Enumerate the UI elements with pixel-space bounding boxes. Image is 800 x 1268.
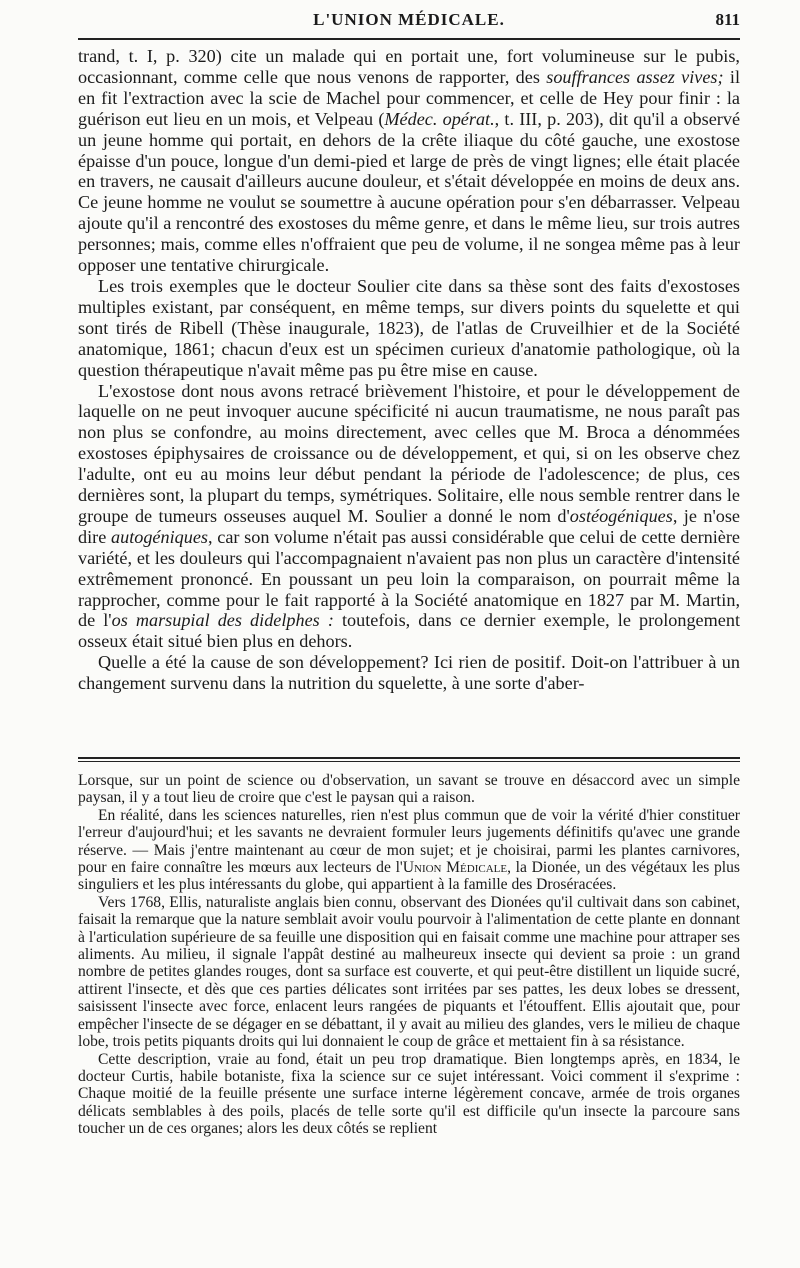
paragraph-3 (78, 381, 740, 653)
paragraph-4: Quelle a été la cause de son développement? Ici rien de positif. Doit-on l'attribuer à un changement survenu dans la nutrition du squelette, à une sorte d'aber- (78, 652, 740, 694)
header-rule (78, 38, 740, 40)
text-run: L'exostose dont nous avons retracé brièvement l'histoire, et pour le développement de laquelle on ne peut invoquer aucune spécificité ni aucun traumatisme, ne nous paraît pas non plus se confondre, au moins directement, avec celles que M. Broca a dénommées exostoses épiphysaires de croissance ou de développement, et qui, si on les observe chez l'adulte, ont eu au moins leur début pendant la période de l'adolescence; de plus, ces dernières sont, la plupart du temps, symétriques. Solitaire, elle nous semble rentrer dans le groupe de tumeurs osseuses auquel M. Soulier a donné le nom d' (78, 380, 740, 526)
feuilleton-paragraph-2 (78, 807, 740, 894)
text-run: trand, t. I, p. 320) cite un malade qui en portait une, fort volumineuse s (78, 46, 651, 66)
feuilleton-paragraph-1: Lorsque, sur un point de science ou d'observation, un savant se trouve en désaccord avec un simple paysan, il y a tout lieu de croire que c'est le paysan qui a raison. (78, 772, 740, 807)
text-run: , t. III, p. 203), dit qu'il a observé un jeune homme qui portait, en dehors de la crête iliaque du côté gauche, une exostose épaisse d'un pouce, longue d'un demi-pied et large de près de vingt lignes; elle était placée en travers, ne causait d'ailleurs aucune douleur, et s'était développée en moins de deux ans. Ce jeune homme ne voulut se soumettre à aucune opération pour s'en débarrasser. Velpeau ajoute qu'il a rencontré des exostoses du même genre, et dans le même lieu, sur trois autres personnes; mais, comme elles n'offraient que peu de volume, il ne songea même pas à leur opposer une tentative chirurgicale. (78, 108, 741, 276)
main-text (78, 46, 740, 694)
paragraph-2: Les trois exemples que le docteur Soulier cite dans sa thèse sont des faits d'exostoses multiples existant, par conséquent, en même temps, sur divers points du squelette et qui sont tirés de Ribell (Thèse inaugurale, 1823), de l'atlas de Cruveilhier et de la Société anatomique, 1861; chacun d'eux est un spécimen curieux d'anatomie pathologique, où la question thérapeutique n'avait même pas pu être mise en cause. (78, 275, 740, 380)
citation-italic: Médec. opérat. (384, 108, 495, 129)
journal-name: Union Médicale (402, 859, 508, 877)
text-run: ur le pubis, occasionnant, comme celle que nous venons de rapporter, des (78, 46, 740, 87)
italic-run: souffrances assez vives; (546, 66, 724, 87)
feuilleton-rule-top (78, 757, 740, 759)
text-run: En réalité, dans les sciences naturelles, rien n'est plus commun que de voir la vérité d'hier constituer l'erreur d'aujourd'hui; et les savants ne devraient formuler leurs jugements définitifs qu'avec une grande réserve. — Mais j'entre maintenant au cœur de mon sujet; et je choisirai, parmi les plantes carnivores, pour en faire connaître les mœurs aux lecteurs de l' (78, 806, 740, 877)
text-run: toutefois, dans ce dernier exemple, le prolongement osseux était situé bien plus en dehors. (78, 610, 740, 652)
feuilleton-paragraph-4: Cette description, vraie au fond, était un peu trop dramatique. Bien longtemps après, en 1834, le docteur Curtis, habile botaniste, fixa la science sur ce sujet intéressant. Voici comment il s'exprime : Chaque moitié de la feuille présente une surface interne légèrement concave, armée de trois organes délicats semblables à des poils, placés de telle sorte qu'il est difficile qu'un insecte la parcoure sans toucher un de ces organes; alors les deux côtés se replient (78, 1050, 740, 1138)
paragraph-1 (78, 46, 740, 276)
italic-run: autogéniques (111, 526, 208, 547)
page-number: 811 (715, 10, 740, 29)
text-run: , je n'ose dire (78, 505, 740, 547)
feuilleton-paragraph-3: Vers 1768, Ellis, naturaliste anglais bien connu, observant des Dionées qu'il cultivait dans son cabinet, faisait la remarque que la nature semblait avoir voulu pourvoir à l'alimentation de cette plante en donnant à l'articulation supérieure de sa feuille une disposition qui en faisait comme une machine pour attraper ses aliments. Au milieu, il signale l'appât destiné au malheureux insecte qui devient sa proie : un grand nombre de petites glandes rouges, dont sa surface est couverte, et qui peut-être distillent un liquide sucré, attirent l'insecte, et dès que ces parties délicates sont irritées par ses pattes, les deux lobes se dressent, saisissent l'insecte avec force, enlacent leurs rangées de piquants et l'étouffent. Ellis ajoutait que, pour empêcher l'insecte de se dégager en se débattant, il y avait au milieu des glandes, vers le milieu de chaque lobe, trois petits piquants droits qui lui donnaient le coup de grâce et mettaient fin à sa résistance. (78, 893, 740, 1051)
italic-run: os marsupial des didelphes : (111, 610, 334, 631)
feuilleton-text (78, 772, 740, 1138)
feuilleton-rule-bottom (78, 761, 740, 762)
text-run: il en fit l'extraction avec la scie de Machel pour commencer, et celle de Hey pour finir : la guérison eut lieu en un mois, et Velpeau ( (78, 66, 741, 129)
text-run: , car son volume n'était pas aussi considérable que celui de cette dernière variété, et les douleurs qui l'accompagnaient n'avaient pas non plus un caractère d'intensité extrêmement prononcé. En poussant un peu loin la comparaison, on pourrait même la rapprocher, comme pour le fait rapporté à la Société anatomique en 1827 par M. Martin, de l' (78, 526, 740, 631)
italic-run: ostéogéniques (569, 505, 673, 526)
text-run: , la Dionée, un des végétaux les plus singuliers et les plus intéressants du globe, qui appartient à la famille des Droséracées. (78, 859, 740, 894)
running-title: L'UNION MÉDICALE. (313, 10, 505, 29)
page-header (78, 10, 740, 36)
